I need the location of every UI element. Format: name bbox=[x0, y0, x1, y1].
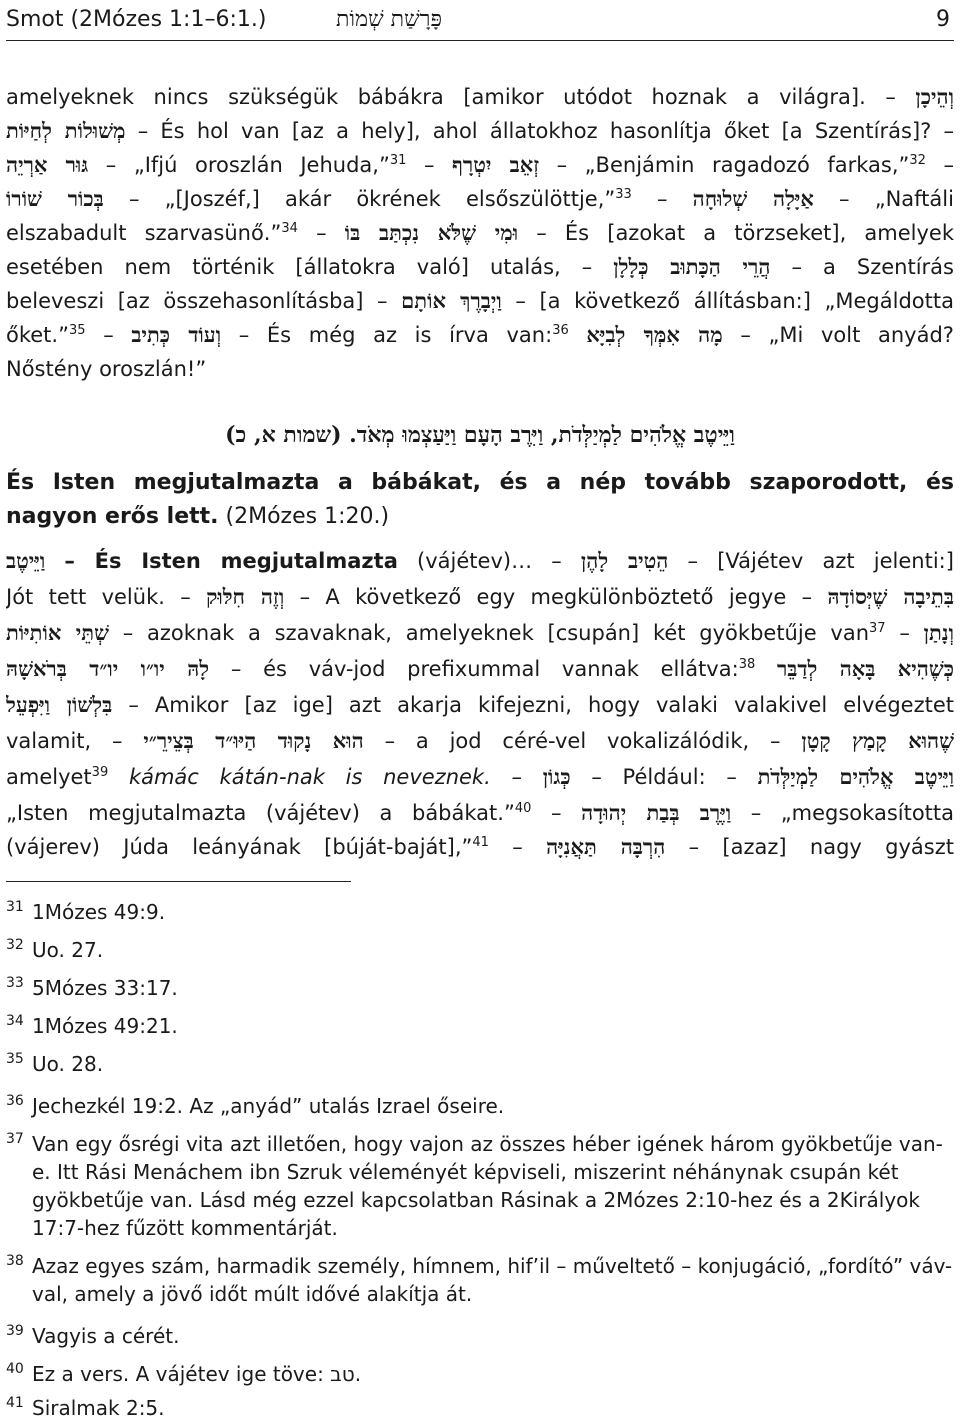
text-span: – bbox=[943, 153, 954, 177]
text-span: Nőstény oroszlán!” bbox=[6, 357, 207, 381]
text-span: – [a következő állításban:] „Megáldotta bbox=[515, 289, 954, 313]
text-span: (vájétev)… – bbox=[417, 549, 562, 573]
text-line bbox=[6, 284, 954, 318]
hebrew-span: אַיָּלָה שְׁלוּחָה bbox=[692, 186, 814, 211]
footnote-text: Uo. 28. bbox=[32, 1052, 104, 1076]
text-span: elszabadult szarvasünő.” bbox=[6, 221, 282, 245]
hebrew-span: וַיְבָרֶךְ אוֹתָם bbox=[401, 288, 502, 313]
footnote-text: Siralmak 2:5. bbox=[32, 1396, 165, 1420]
verse-hebrew bbox=[6, 418, 954, 452]
footnote-ref[interactable]: 35 bbox=[68, 323, 86, 338]
text-line bbox=[6, 544, 954, 578]
text-span: – „Naftáli bbox=[839, 187, 954, 211]
footnote-number: 39 bbox=[6, 1323, 24, 1339]
footnote-text: 5Mózes 33:17. bbox=[32, 976, 178, 1000]
text-span: – Amikor [az ige] azt akarja kifejezni, hogy valaki valakivel elvégeztet bbox=[128, 693, 954, 717]
footnote-text: Vagyis a cérét. bbox=[32, 1324, 180, 1348]
footnote-ref[interactable]: 39 bbox=[91, 765, 109, 780]
footnote-number: 38 bbox=[6, 1253, 24, 1269]
hebrew-span: וְהֵיכָן bbox=[915, 84, 954, 109]
text-span: – „megsokasította bbox=[750, 801, 954, 825]
text-span: – azoknak a szavaknak, amelyeknek [csupán] két gyökbetűje van bbox=[122, 621, 869, 645]
footnote-text: Jechezkél 19:2. Az „anyád” utalás Izrael őseire. bbox=[32, 1094, 505, 1118]
text-span: – És hol van [az a hely], ahol állatokhoz hasonlítja őket [a Szentírás]? – bbox=[137, 119, 954, 143]
text-span: – bbox=[423, 153, 435, 177]
text-span: „Isten megjutalmazta (vájétev) a bábákat.” bbox=[6, 801, 515, 825]
footnote-number: 33 bbox=[6, 975, 24, 991]
hebrew-span: הֲרֵי הַכָּתוּב כְּלָלָן bbox=[613, 254, 771, 279]
text-span: – „[Joszéf,] akár ökrének elsőszülöttje,” bbox=[128, 187, 616, 211]
text-line bbox=[6, 616, 954, 650]
hebrew-span: בִּלְשׁוֹן וַיִּפְעֵל bbox=[6, 692, 113, 717]
footnote-number: 31 bbox=[6, 899, 24, 915]
hebrew-span: וַיֶּרֶב בְּבַת יְהוּדָה bbox=[581, 800, 732, 825]
footnote-ref[interactable]: 41 bbox=[472, 835, 489, 850]
text-span: – És még az is írva van: bbox=[238, 323, 553, 347]
text-line bbox=[6, 652, 954, 686]
hebrew-span: הֵטִיב לָהֶן bbox=[580, 548, 669, 573]
text-line bbox=[6, 580, 954, 614]
hebrew-span: וּמִי שֶׁלֹּא נִכְתַּב בּוֹ bbox=[344, 220, 519, 245]
text-line bbox=[6, 724, 954, 758]
verse-translation-line bbox=[6, 500, 954, 534]
hebrew-span: כְּשֶׁהִיא בָּאָה לְדַבֵּר bbox=[776, 656, 954, 681]
bold-span: – És Isten megjutalmazta bbox=[64, 549, 398, 573]
footnote-ref[interactable]: 38 bbox=[738, 657, 756, 672]
running-header bbox=[6, 0, 954, 41]
hebrew-span: וְנָתַן bbox=[923, 620, 954, 645]
footnote-text: Azaz egyes szám, harmadik személy, hímnem, hif’il – műveltető – konjugáció, „fordító” váv-val, amely a jövő időt múlt idővé alakítja át. bbox=[32, 1254, 953, 1306]
text-span: – bbox=[551, 801, 562, 825]
verse-translation-line bbox=[6, 466, 954, 500]
footnote-number: 32 bbox=[6, 937, 24, 953]
footnote-ref[interactable]: 34 bbox=[281, 221, 298, 236]
text-span: – [azaz] nagy gyászt bbox=[688, 835, 954, 859]
hebrew-span: מָה אִמְּךָ לְבִיָּא bbox=[586, 322, 723, 347]
text-span: – És [azokat a törzseket], amelyek bbox=[536, 221, 954, 245]
text-span: – bbox=[316, 221, 327, 245]
text-line bbox=[6, 182, 954, 216]
text-span: – bbox=[512, 835, 523, 859]
text-span: – és váv-jod prefixummal vannak ellátva: bbox=[230, 657, 739, 681]
page-number: 9 bbox=[936, 7, 950, 32]
text-span: – bbox=[656, 187, 668, 211]
hebrew-verse: וַיֵּיטֶב אֱלֹהִים לַמְיַלְּדֹת, וַיִּרֶב הָעָם וַיַּעַצְמוּ מְאֹד. (שמות א, כ) bbox=[225, 422, 735, 448]
footnote-separator bbox=[6, 881, 351, 882]
hebrew-span: כְּגוֹן bbox=[542, 764, 571, 789]
text-span: – A következő egy megkülönböztető jegye – bbox=[299, 585, 813, 609]
text-span: őket.” bbox=[6, 323, 69, 347]
text-line bbox=[6, 760, 954, 794]
text-span: valamit, – bbox=[6, 729, 123, 753]
footnote-ref[interactable]: 40 bbox=[514, 801, 532, 816]
hebrew-span: הוּא נָקוּד הַיּוּ״ד בְּצֵירֵ״י bbox=[143, 728, 364, 753]
verse-translation-text: És Isten megjutalmazta a bábákat, és a nép tovább szaporodott, és bbox=[6, 470, 954, 495]
text-line bbox=[6, 148, 954, 182]
hebrew-span: בִּתֵיבָה שֶׁיְּסוֹדָהּ bbox=[827, 584, 954, 609]
text-line bbox=[6, 250, 954, 284]
text-line bbox=[6, 114, 954, 148]
hebrew-span: שְׁתֵּי אוֹתִיּוֹת bbox=[6, 620, 109, 645]
hebrew-span: וַיֵּיטֶב bbox=[6, 548, 46, 573]
verse-reference: (2Mózes 1:20.) bbox=[225, 504, 390, 529]
footnote-text: 1Mózes 49:9. bbox=[32, 900, 166, 924]
hebrew-span: גּוּר אַרְיֵה bbox=[6, 152, 89, 177]
hebrew-span: וַיֵּיטֶב אֱלֹהִים לַמְיַלְּדֹת bbox=[757, 764, 954, 789]
verse-translation-text: nagyon erős lett. bbox=[6, 504, 219, 529]
text-span: – a jod céré-vel vokalizálódik, – bbox=[384, 729, 781, 753]
text-line bbox=[6, 830, 954, 864]
text-span: – „Mi volt anyád? bbox=[740, 323, 954, 347]
hebrew-span: וְעוֹד כְּתִיב bbox=[131, 322, 222, 347]
footnote-text: Van egy ősrégi vita azt illetően, hogy vajon az összes héber igének három gyökbetűje van-e. Itt Rási Menáchem ibn Szruk véleményét képviseli, miszerint néhánynak csupán két gyökbetűje van. Lásd még ezzel kapcsolatban Rásinak a 2Mózes 2:10-hez és a 2Királyok 17:7-hez fűzött kommentárját. bbox=[32, 1132, 943, 1240]
hebrew-span: בְּכוֹר שׁוֹרוֹ bbox=[6, 186, 104, 211]
footnote-number: 41 bbox=[6, 1395, 24, 1411]
hebrew-span: מְשׁוּלוֹת לְחַיּוֹת bbox=[6, 118, 126, 143]
hebrew-span: זְאֵב יִטְרָף bbox=[452, 152, 540, 177]
footnote-text: Uo. 27. bbox=[32, 938, 104, 962]
hebrew-span: הִרְבָּה תַּאֲנִיָּה bbox=[546, 834, 666, 859]
hebrew-span: וְזֶה חִלּוּק bbox=[206, 584, 285, 609]
footnote-number: 34 bbox=[6, 1013, 24, 1029]
text-span: – „Ifjú oroszlán Jehuda,” bbox=[105, 153, 390, 177]
text-line bbox=[6, 216, 954, 250]
text-span: – Például: – bbox=[591, 765, 737, 789]
footnote-ref[interactable]: 37 bbox=[869, 621, 886, 636]
text-span: esetében nem történik [állatokra való] utalás, – bbox=[6, 255, 593, 279]
footnote-ref[interactable]: 32 bbox=[909, 153, 926, 168]
hebrew-span: שֶׁהוּא קָמַץ קָטָן bbox=[801, 728, 954, 753]
text-span: amelyeknek nincs szükségük bábákra [amikor utódot hoznak a világra]. – bbox=[6, 85, 896, 109]
footnote-number: 36 bbox=[6, 1093, 24, 1109]
text-span: – bbox=[103, 323, 114, 347]
text-span: – [Vájétev azt jelenti:] bbox=[687, 549, 954, 573]
text-span: Jót tett velük. – bbox=[6, 585, 191, 609]
footnote-text: Ez a vers. A vájétev ige töve: טב. bbox=[32, 1362, 362, 1386]
hebrew-span: לָהּ יו״ו יו״ד בְּרֹאשָׁהּ bbox=[6, 656, 210, 681]
text-line bbox=[6, 318, 954, 352]
text-span: (vájerev) Júda leányának [búját-baját],” bbox=[6, 835, 473, 859]
text-line bbox=[6, 352, 954, 386]
footnote-number: 40 bbox=[6, 1361, 24, 1377]
header-hebrew-title: פָּרָשַׁת שְׁמוֹת bbox=[336, 7, 442, 32]
footnote-ref[interactable]: 31 bbox=[389, 153, 407, 168]
text-line bbox=[6, 796, 954, 830]
text-span: – a Szentírás bbox=[791, 255, 954, 279]
text-span: amelyet bbox=[6, 765, 92, 789]
footnote-text: 1Mózes 49:21. bbox=[32, 1014, 178, 1038]
text-span: – bbox=[899, 621, 910, 645]
text-line bbox=[6, 688, 954, 722]
footnote-ref[interactable]: 33 bbox=[615, 187, 632, 202]
text-line bbox=[6, 80, 954, 114]
footnote-number: 35 bbox=[6, 1051, 24, 1067]
footnote-number: 37 bbox=[6, 1131, 24, 1147]
header-title: Smot (2Mózes 1:1–6:1.) bbox=[6, 7, 267, 32]
text-span: kámác kátán-nak is neveznek. – bbox=[128, 765, 522, 789]
footnote-ref[interactable]: 36 bbox=[552, 323, 569, 338]
text-span: beleveszi [az összehasonlításba] – bbox=[6, 289, 388, 313]
text-span: – „Benjámin ragadozó farkas,” bbox=[556, 153, 910, 177]
